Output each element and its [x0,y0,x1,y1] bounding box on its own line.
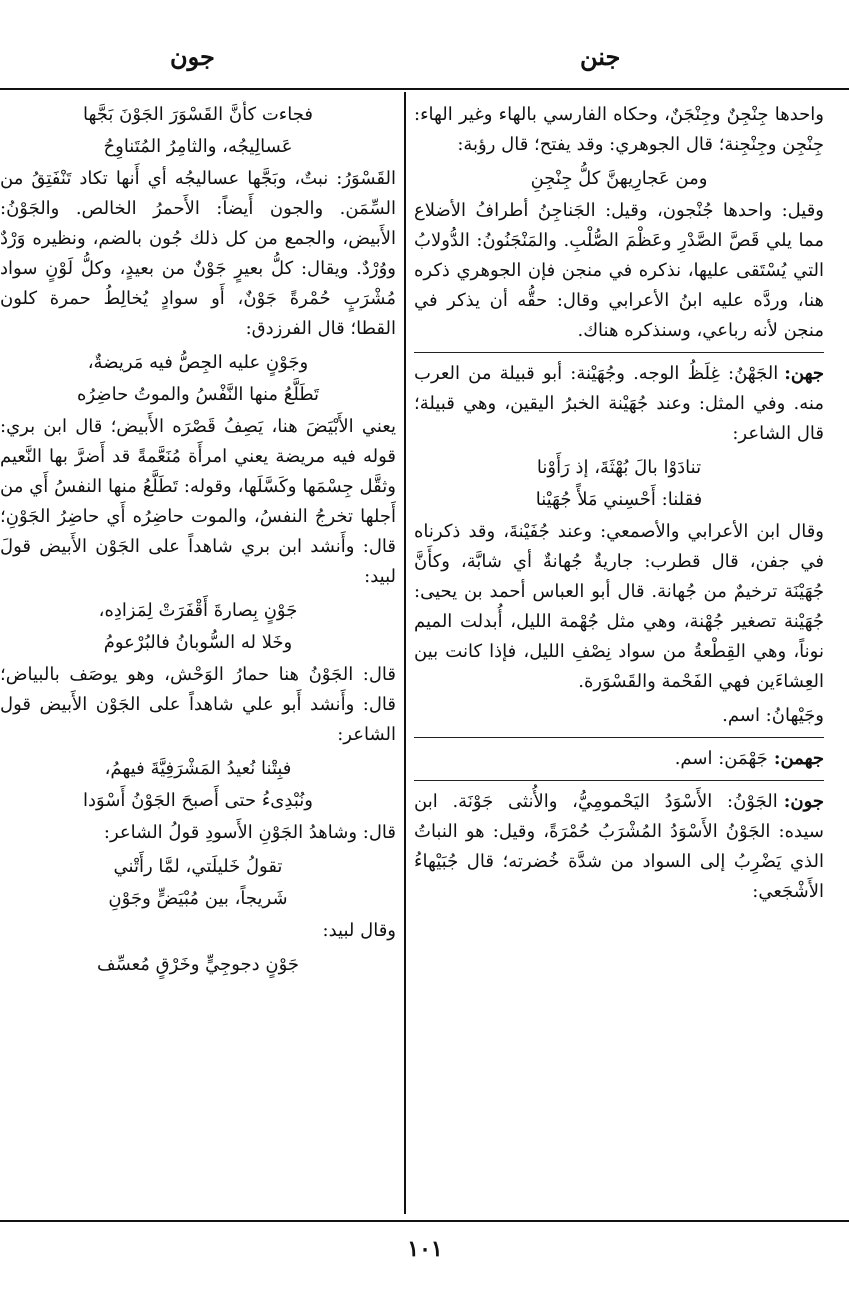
verse-line: فقلنا: أَحْسِني مَلأً جُهَيْنا [535,489,703,510]
verse-line: جَوْنٍ بِصارةَ أَقْفَرَتْ لِمَزادِه، [98,600,298,621]
verse-line: وجَوْنٍ عليه الجِصُّ فيه مَريضةٌ، [87,352,309,373]
entry-separator [414,780,824,781]
paragraph: وجَيْهانُ: اسم. [722,705,824,726]
entry-headword: جون: [783,791,824,812]
verse-line: فبِتْنا نُعيدُ المَشْرَفِيَّةَ فيهمُ، [104,758,292,779]
paragraph: وقال لبيد: [322,920,396,941]
entry-separator [414,352,824,353]
paragraph: قال: الجَوْنُ هنا حمارُ الوَحْش، وهو يوصَف بالبياض؛ قال: وأَنشد أَبو علي شاهداً على الجَوْن الأَبيض قول الشاعر: [0,664,396,745]
dictionary-entry [414,359,824,449]
page-number: ١٠١ [407,1236,443,1262]
entry-text: جَهْمَن: اسم. [674,748,768,769]
left-text-column [0,100,396,1212]
verse-line: تقولُ خَليلَتي، لمَّا رأَتْني [113,856,283,877]
paragraph: وقال ابن الأعرابي والأصمعي: وعند جُفَيْنةَ، وقد ذكرناه في جفن، قال قطرب: جاريةٌ جُهانةٌ أي شابَّة، وكأَنَّ جُهَيْنَة ترخيمٌ من جُهانة. قال أبو العباس أحمد بن يحيى: جُهَيْنة تصغير جُهْنة، وهي مثل جُهْمة الليل، أُبدلت الميم نوناً، وهي القِطْعةُ من سواد نِصْفِ الليل، فإذا كانت بين العِشاءَين فهي الفَحْمة والقَسْوَرة. [414,521,824,692]
verse-line: فجاءت كأَنَّ القَسْوَرَ الجَوْنَ بَجَّها [83,104,313,125]
column-divider [404,92,406,1214]
entry-headword: جهمن: [773,748,824,769]
running-head-left: جون [170,42,215,71]
running-head-right: جنن [580,42,621,71]
paragraph: وقيل: واحدها جُنْجون، وقيل: الجَناجِنُ أطرافُ الأضلاع مما يلي قَصَّ الصَّدْرِ وعَظْمَ الصُّلْبِ. والمَنْجَنُونُ: الدُّولابُ التي يُسْتَقى عليها، نذكره في منجن فإن الجوهري ذكره هنا، وردَّه عليه ابنُ الأعرابي وقال: حقُّه أن يذكر في منجن لأنه رباعي، وسنذكره هناك. [414,200,824,341]
dictionary-entry [414,787,824,907]
right-text-column [414,100,824,1212]
verse-line: شَريجاً، بين مُبْيَضٍّ وجَوْنِ [108,888,288,909]
verse-line: تنادَوْا بالَ بُهْثَةَ، إذ رَأَوْنا [536,457,702,478]
verse-line: تَطَلَّعُ منها النَّفْسُ والموتُ حاضِرُه [76,384,320,405]
verse-line: جَوْنٍ دجوجِيٍّ وخَرْقٍ مُعسِّف [96,954,300,975]
entry-text: الجَوْنُ: الأَسْوَدُ اليَحْمومِيُّ، والأُنثى جَوْنَة. ابن سيده: الجَوْنُ الأَسْوَدُ المُشْرَبُ حُمْرَةً، وقيل: هو النباتُ الذي يَضْرِبُ إلى السواد من شدَّة خُضرته؛ قال جُبَيْهاءُ الأَشْجَعي: [414,791,824,902]
verse-line: عَسالِيجُه، والثامِرُ المُتَناوِحُ [103,136,293,157]
verse-line: وخَلا له السُّوبانُ فالبُرْعومُ [103,632,293,653]
footer-rule [0,1220,849,1222]
dictionary-entry [414,744,824,774]
paragraph: واحدها جِنْجِنٌ وجِنْجَنٌ، وحكاه الفارسي بالهاء وغير الهاء: جِنْجِن وجِنْجِنة؛ قال الجوهري: وقد يفتح؛ قال رؤبة: [414,104,824,155]
entry-text: الجَهْنُ: غِلَظُ الوجه. وجُهَيْنة: أبو قبيلة من العرب منه. وفي المثل: وعند جُهَيْنة الخبرُ اليقين، وهي قبيلة؛ قال الشاعر: [414,363,824,444]
paragraph: يعني الأَبْيَضَ هنا، يَصِفُ قَصْرَه الأَبيض؛ قال ابن بري: قوله فيه مريضة يعني امرأَة مُنَعَّمةً قد أَضرَّ بها النَّعيم وثقَّل جِسْمَها وكَسَّلَها، وقوله: تَطَلَّعُ منها النفسُ أَي من أَجلها تخرجُ النفسُ، والموت حاضِرُه أَي حاضِرُ الجَوْنِ؛ قال: وأَنشد ابن بري شاهداً على الجَوْن الأَبيض قولَ لبيد: [0,416,396,587]
paragraph: القَسْوَرُ: نبتٌ، وبَجَّها عساليجُه أي أَنها تكاد تَنْفَتِقُ من السِّمَن. والجون أَيضاً: الأَحمرُ الخالص. والجَوْنُ: الأَبيض، والجمع من كل ذلك جُون بالضم، ونظيره وَرْدٌ ووُرْدٌ. ويقال: كلُّ بعيرٍ جَوْنٌ من بعيدٍ، وكلُّ لَوْنٍ سواد مُشْرَبٍ حُمْرةً جَوْنٌ، أَو سوادٍ يُخالِطُ حمرة كلون القطا؛ قال الفرزدق: [0,168,396,339]
paragraph: قال: وشاهدُ الجَوْنِ الأَسودِ قولُ الشاعر: [103,822,396,843]
verse-line: ومن عَجارِيهنَّ كلُّ جِنْجِنِ [530,168,708,189]
header-rule [0,88,849,90]
entry-headword: جهن: [784,363,824,384]
verse-line: ونُبْدِىءُ حتى أَصبحَ الجَوْنُ أَسْوَدا [83,790,313,811]
entry-separator [414,737,824,738]
